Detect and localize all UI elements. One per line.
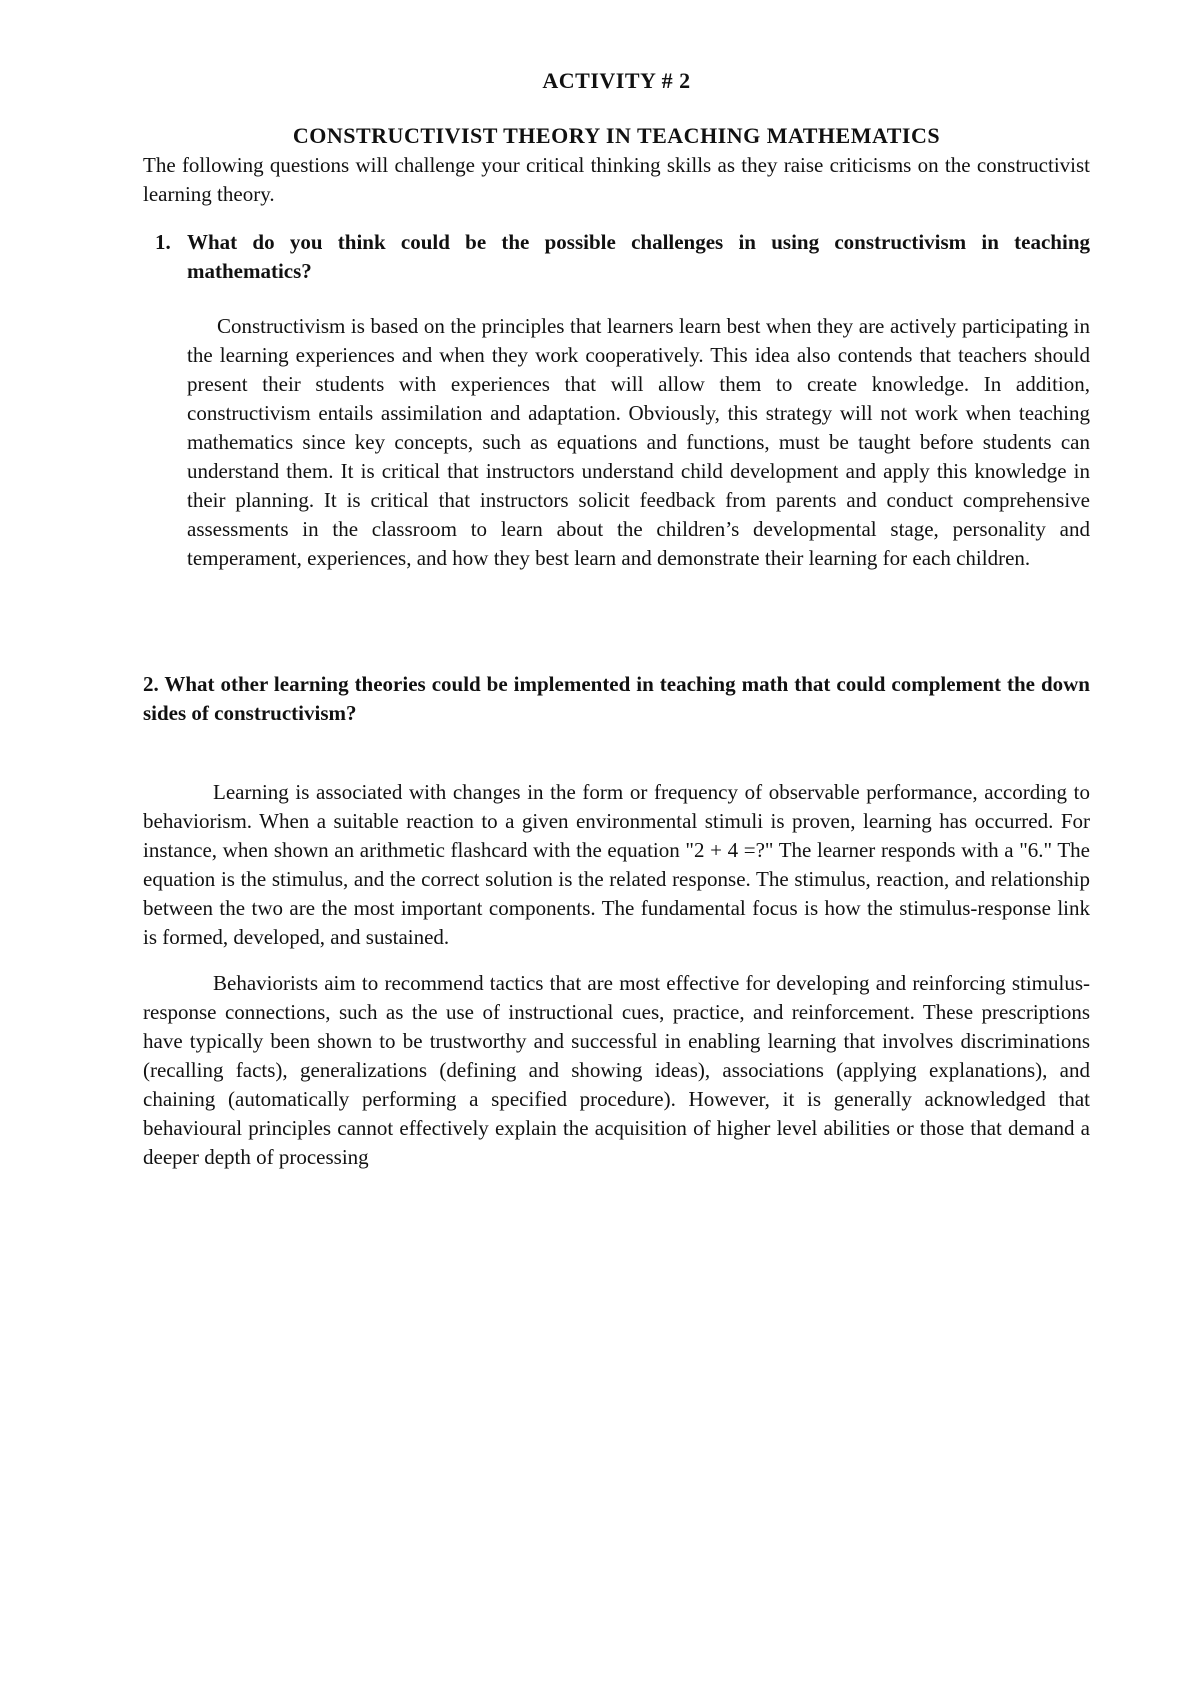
answer-2-paragraph-1: Learning is associated with changes in the form or frequency of observable performance, according to behaviorism. When a suitable reaction to a given environmental stimuli is proven, learning has occurred. For instance, when shown an arithmetic flashcard with the equation "2 + 4 =?" The learner responds with a "6." The equation is the stimulus, and the correct solution is the related response. The stimulus, reaction, and relationship between the two are the most important components. The fundamental focus is how the stimulus-response link is formed, developed, and sustained. [143,780,1090,949]
answer-2-paragraph-2: Behaviorists aim to recommend tactics that are most effective for developing and reinforcing stimulus-response connections, such as the use of instructional cues, practice, and reinforcement. These prescriptions have typically been shown to be trustworthy and successful in enabling learning that involves discriminations (recalling facts), generalizations (defining and showing ideas), associations (applying explanations), and chaining (automatically performing a specified procedure). However, it is generally acknowledged that behavioural principles cannot effectively explain the acquisition of higher level abilities or those that demand a deeper depth of processing [143,971,1090,1169]
intro-paragraph: The following questions will challenge your critical thinking skills as they raise criticisms on the constructivist learning theory. [143,153,1090,206]
activity-subtitle: CONSTRUCTIVIST THEORY IN TEACHING MATHEMATICS [292,123,941,148]
activity-title: ACTIVITY # 2 [542,68,691,93]
answer-1-paragraph: Constructivism is based on the principles that learners learn best when they are actively participating in the learning experiences and when they work cooperatively. This idea also contends that teachers should present their students with experiences that will allow them to create knowledge. In addition, constructivism entails assimilation and adaptation. Obviously, this strategy will not work when teaching mathematics since key concepts, such as equations and functions, must be taught before students can understand them. It is critical that instructors understand child development and apply this knowledge in their planning. It is critical that instructors solicit feedback from parents and conduct comprehensive assessments in the classroom to learn about the children’s developmental stage, personality and temperament, experiences, and how they best learn and demonstrate their learning for each children. [187,314,1090,570]
question-1-text: What do you think could be the possible challenges in using constructivism in teaching mathematics? [187,230,1090,283]
document-content [143,66,1090,1172]
question-1 [143,228,1090,286]
question-1-number: 1. [155,230,171,254]
question-2-text: 2. What other learning theories could be implemented in teaching math that could complement the down sides of constructivism? [143,672,1090,725]
